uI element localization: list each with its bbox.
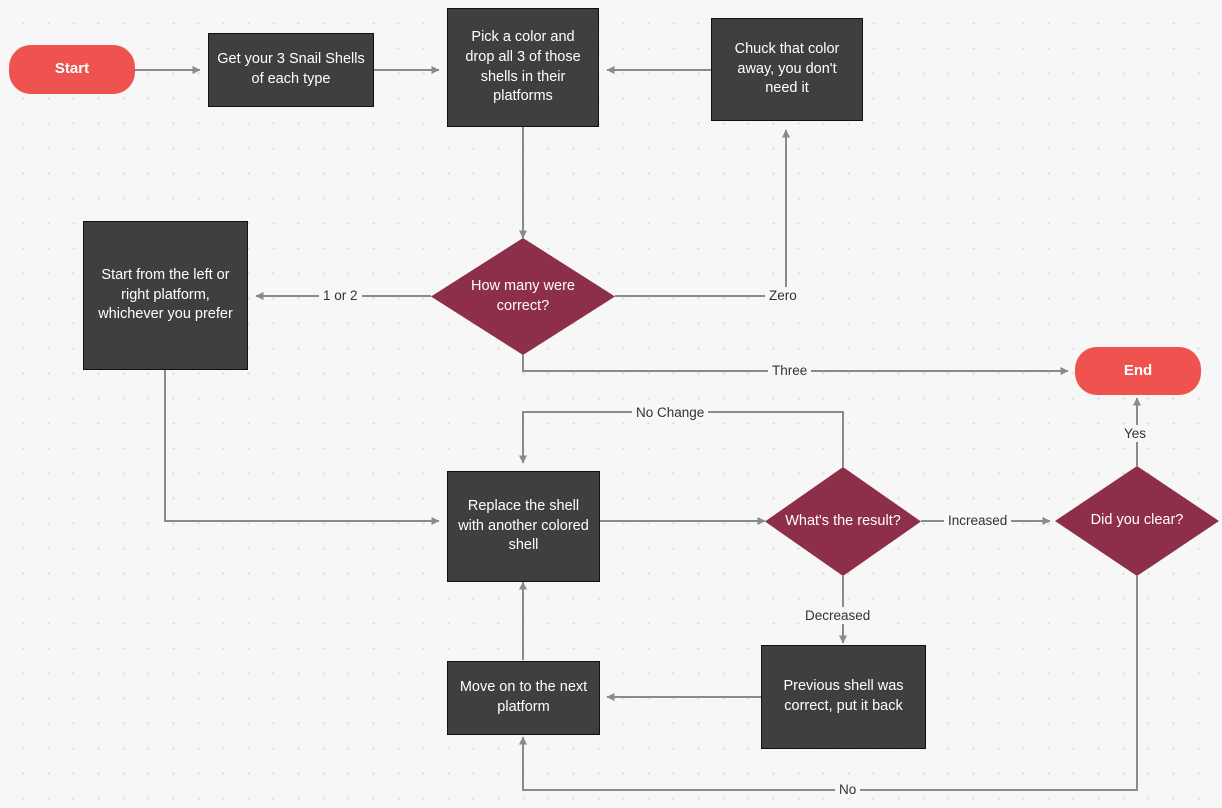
- node-start[interactable]: [9, 45, 135, 94]
- node-chuck-color[interactable]: [711, 18, 863, 121]
- node-how-many[interactable]: [431, 238, 615, 355]
- edge-label-no: No: [835, 781, 860, 798]
- edge-label-decreased: Decreased: [801, 607, 874, 624]
- node-move-next-label: Move on to the next platform: [459, 679, 588, 715]
- edge-label-increased: Increased: [944, 512, 1011, 529]
- node-pick-color[interactable]: [447, 8, 599, 127]
- node-get-shells-label: Get your 3 Snail Shells of each type: [217, 51, 365, 87]
- node-whats-result-label: What's the result?: [785, 512, 901, 529]
- node-replace-shell-label: Replace the shell with another colored shell: [458, 498, 589, 554]
- node-previous-correct[interactable]: [761, 645, 926, 749]
- node-move-next[interactable]: [447, 661, 600, 735]
- edge-label-three: Three: [768, 362, 811, 379]
- node-whats-result[interactable]: [765, 467, 921, 576]
- node-start-side[interactable]: [83, 221, 248, 370]
- node-chuck-color-label: Chuck that color away, you don't need it: [734, 41, 840, 97]
- node-pick-color-label: Pick a color and drop all 3 of those shells in their platforms: [465, 29, 581, 105]
- edge-label-1-or-2: 1 or 2: [319, 287, 362, 304]
- node-start-side-label: Start from the left or right platform, whichever you prefer: [98, 267, 233, 323]
- node-end-label: End: [1123, 361, 1153, 379]
- node-replace-shell[interactable]: [447, 471, 600, 582]
- edge-label-zero: Zero: [765, 287, 801, 304]
- node-previous-correct-label: Previous shell was correct, put it back: [783, 678, 904, 714]
- node-did-you-clear[interactable]: [1055, 466, 1219, 576]
- node-end[interactable]: [1075, 347, 1201, 395]
- edge-start-side-to-replace: [165, 370, 439, 521]
- node-did-you-clear-label: Did you clear?: [1090, 512, 1184, 529]
- edge-how-many-to-chuck: [615, 130, 786, 296]
- edge-label-no-change: No Change: [632, 404, 708, 421]
- node-how-many-label: How many were correct?: [471, 277, 575, 314]
- edge-label-yes: Yes: [1120, 425, 1150, 442]
- node-start-label: Start: [54, 60, 90, 78]
- node-get-shells[interactable]: [208, 33, 374, 107]
